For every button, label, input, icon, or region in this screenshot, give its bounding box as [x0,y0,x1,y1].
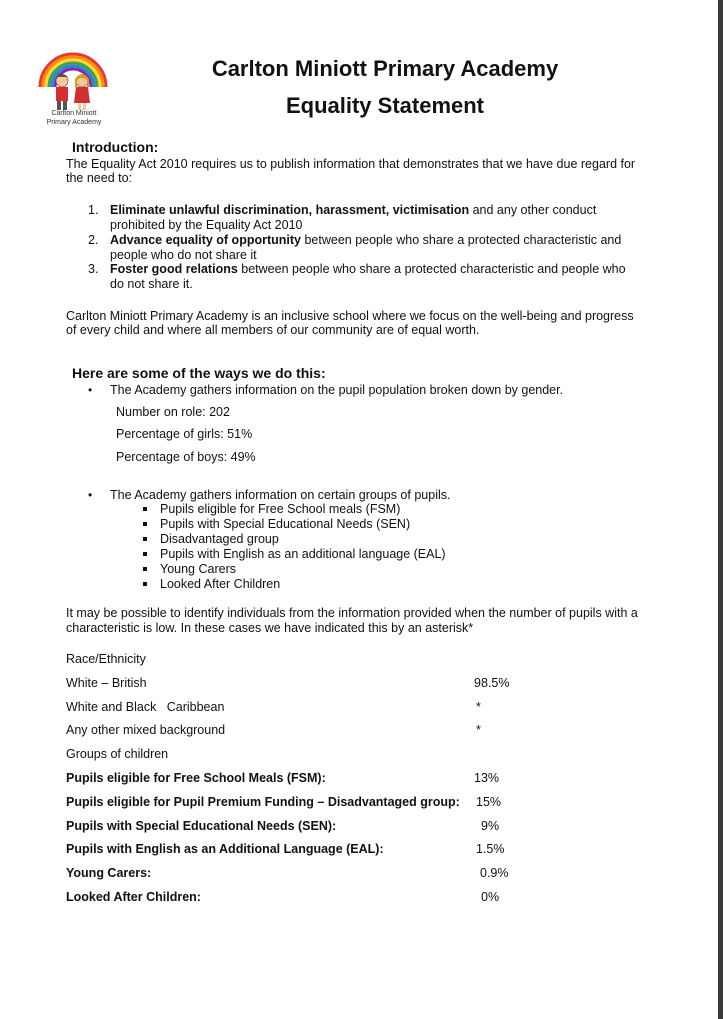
ways-heading: Here are some of the ways we do this: [72,365,326,381]
square-bullet-icon [143,552,147,556]
group-value: 15% [476,795,502,809]
list-number: 2. [88,233,99,247]
group-label: Young Carers: [66,866,152,880]
intro-para-line1: The Equality Act 2010 requires us to publish information that demonstrates that we have due regard for [66,157,636,171]
square-bullet-icon [143,537,147,541]
race-value: * [476,700,481,714]
inclusive-para-line2: of every child and where all members of our community are of equal worth. [66,323,480,337]
list-item-line1 [110,203,596,217]
list-item-rest: and any other conduct [469,203,597,217]
square-bullet-icon [143,507,147,511]
race-heading: Race/Ethnicity [66,652,146,666]
list-item-rest: between people who share a protected characteristic and [301,233,622,247]
bullet-icon: • [88,383,93,397]
intro-heading: Introduction: [72,139,159,155]
gender-bullet: The Academy gathers information on the pupil population broken down by gender. [110,383,564,397]
inclusive-para-line1: Carlton Miniott Primary Academy is an inclusive school where we focus on the well-being and progress [66,309,634,323]
list-item-bold: Advance equality of opportunity [110,233,301,247]
group-item: Disadvantaged group [160,532,279,546]
square-bullet-icon [143,582,147,586]
stat-girls: Percentage of girls: 51% [116,427,253,441]
group-label: Looked After Children: [66,890,201,904]
race-label: White and Black Caribbean [66,700,225,714]
intro-para-line2: the need to: [66,171,133,185]
group-label: Pupils eligible for Free School Meals (FSM): [66,771,326,785]
page-title: Carlton Miniott Primary Academy [211,56,559,81]
list-item-rest: between people who share a protected characteristic and people who [237,262,626,276]
stat-number-on-role: Number on role: 202 [116,405,230,419]
group-value: 0.9% [480,866,509,880]
list-item-line2: prohibited by the Equality Act 2010 [110,218,303,232]
groups-heading: Groups of children [66,747,169,761]
group-item: Young Carers [160,562,236,576]
asterisk-note-line1: It may be possible to identify individuals from the information provided when the number of pupils with a [66,606,638,620]
list-item-line2: do not share it. [110,277,193,291]
group-value: 9% [481,819,500,833]
square-bullet-icon [143,567,147,571]
group-item: Pupils eligible for Free School meals (FSM) [160,502,401,516]
race-label: White – British [66,676,147,690]
race-value: 98.5% [474,676,510,690]
group-label: Pupils with Special Educational Needs (SEN): [66,819,337,833]
group-item: Pupils with Special Educational Needs (SEN) [160,517,411,531]
group-item: Looked After Children [160,577,281,591]
list-item-bold: Eliminate unlawful discrimination, harassment, victimisation [110,203,470,217]
list-item-line2: people who do not share it [110,248,257,262]
square-bullet-icon [143,522,147,526]
group-value: 0% [481,890,500,904]
list-item-line1 [110,262,626,276]
race-value: * [476,723,481,737]
logo-caption-line2: Primary Academy [46,119,102,126]
race-label: Any other mixed background [66,723,226,737]
logo-caption [34,109,114,127]
group-value: 1.5% [476,842,505,856]
list-number: 1. [88,203,99,217]
group-label: Pupils with English as an Additional Language (EAL): [66,842,384,856]
page-subtitle: Equality Statement [285,93,485,118]
bullet-icon: • [88,488,93,502]
list-item-bold: Foster good relations [110,262,238,276]
stat-boys: Percentage of boys: 49% [116,450,256,464]
asterisk-note-line2: characteristic is low. In these cases we have indicated this by an asterisk* [66,621,474,635]
group-item: Pupils with English as an additional language (EAL) [160,547,446,561]
page-edge [718,0,723,1019]
groups-bullet: The Academy gathers information on certain groups of pupils. [110,488,451,502]
logo-caption-line1: Carlton Miniott [51,110,97,117]
group-label: Pupils eligible for Pupil Premium Funding – Disadvantaged group: [66,795,460,809]
group-value: 13% [474,771,500,785]
list-number: 3. [88,262,99,276]
list-item-line1 [110,233,621,247]
